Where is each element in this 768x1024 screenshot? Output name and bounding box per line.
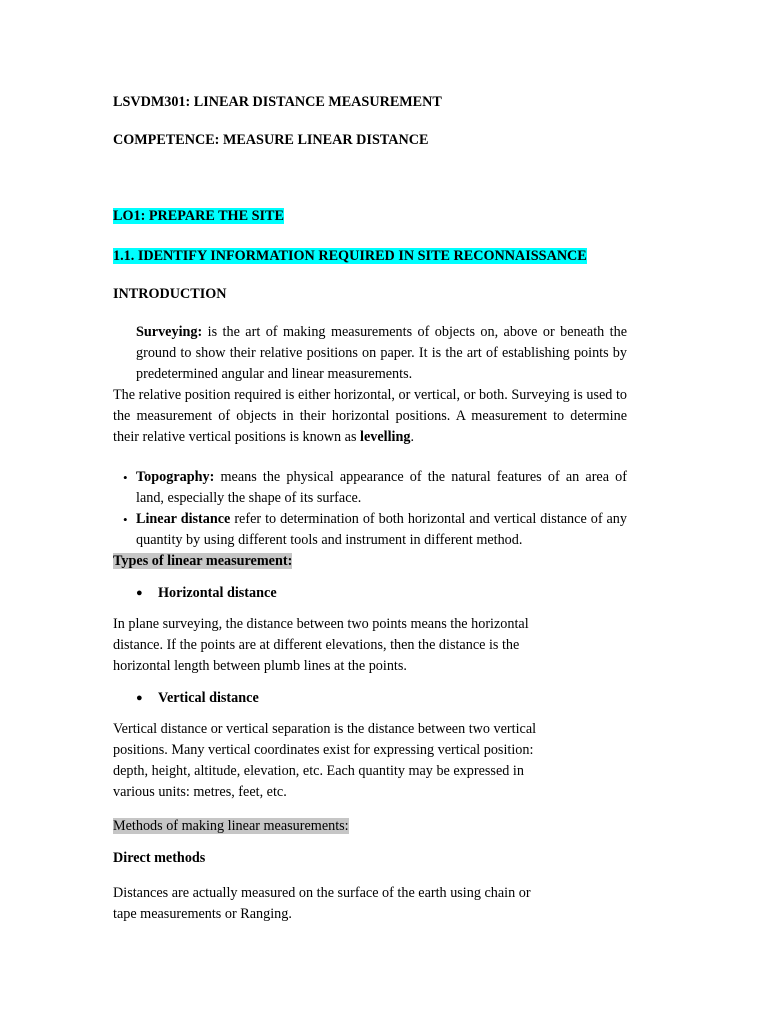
module-title: LSVDM301: LINEAR DISTANCE MEASUREMENT xyxy=(113,94,442,110)
introduction-heading: INTRODUCTION xyxy=(113,286,227,302)
bullet-icon: ● xyxy=(136,692,143,704)
vertical-text-line: Vertical distance or vertical separation is the distance between two vertical xyxy=(113,721,537,737)
direct-text-line: tape measurements or Ranging. xyxy=(113,906,292,922)
surveying-def-text: is the art of making measurements of objects on, above or beneath the ground to show their relative positions on paper. It is the art of establishing points by predetermined angular and linear measurements. xyxy=(136,324,627,382)
lo1-heading-text: LO1: PREPARE THE SITE xyxy=(113,208,284,224)
section-1-1-heading-text: 1.1. IDENTIFY INFORMATION REQUIRED IN SITE RECONNAISSANCE xyxy=(113,248,587,264)
linear-distance-text xyxy=(136,509,627,551)
lo1-heading xyxy=(113,206,284,227)
methods-heading-text: Methods of making linear measurements: xyxy=(113,818,349,834)
horizontal-distance-item xyxy=(136,583,436,604)
direct-methods-heading: Direct methods xyxy=(113,850,206,866)
types-heading-text: Types of linear measurement: xyxy=(113,553,293,569)
surveying-definition xyxy=(136,322,627,385)
methods-heading xyxy=(113,816,349,837)
topography-term: Topography: xyxy=(136,469,215,485)
linear-distance-def: refer to determination of both horizontal and vertical distance of any quantity by using different tools and instrument in different method. xyxy=(136,511,627,548)
levelling-end: . xyxy=(410,429,415,445)
vertical-text-line: depth, height, altitude, elevation, etc. Each quantity may be expressed in xyxy=(113,763,524,779)
types-heading xyxy=(113,551,292,572)
bullet-icon: • xyxy=(123,512,128,527)
relative-position-text: The relative position required is either horizontal, or vertical, or both. Surveying is used to the measurement of objects in their horizontal positions. A measurement to determine their relative vertical positions is known as xyxy=(113,387,627,445)
relative-position-paragraph xyxy=(113,385,627,448)
bullet-icon: ● xyxy=(136,587,143,599)
surveying-term: Surveying: xyxy=(136,324,203,340)
vertical-distance-item xyxy=(136,688,436,709)
vertical-text-line: positions. Many vertical coordinates exist for expressing vertical position: xyxy=(113,742,534,758)
horizontal-text-line: horizontal length between plumb lines at the points. xyxy=(113,658,407,674)
topography-def: means the physical appearance of the natural features of an area of land, especially the shape of its surface. xyxy=(136,469,627,506)
vertical-text-line: various units: metres, feet, etc. xyxy=(113,784,287,800)
linear-distance-term: Linear distance xyxy=(136,511,231,527)
competence-heading: COMPETENCE: MEASURE LINEAR DISTANCE xyxy=(113,132,429,148)
horizontal-text-line: distance. If the points are at different elevations, then the distance is the xyxy=(113,637,520,653)
horizontal-text-line: In plane surveying, the distance between two points means the horizontal xyxy=(113,616,529,632)
levelling-term: levelling xyxy=(360,429,411,445)
topography-text xyxy=(136,467,627,509)
horizontal-distance-heading: Horizontal distance xyxy=(158,585,277,601)
section-1-1-heading xyxy=(113,246,587,267)
bullet-icon: • xyxy=(123,470,128,485)
direct-text-line: Distances are actually measured on the surface of the earth using chain or xyxy=(113,885,531,901)
vertical-distance-heading: Vertical distance xyxy=(158,690,259,706)
